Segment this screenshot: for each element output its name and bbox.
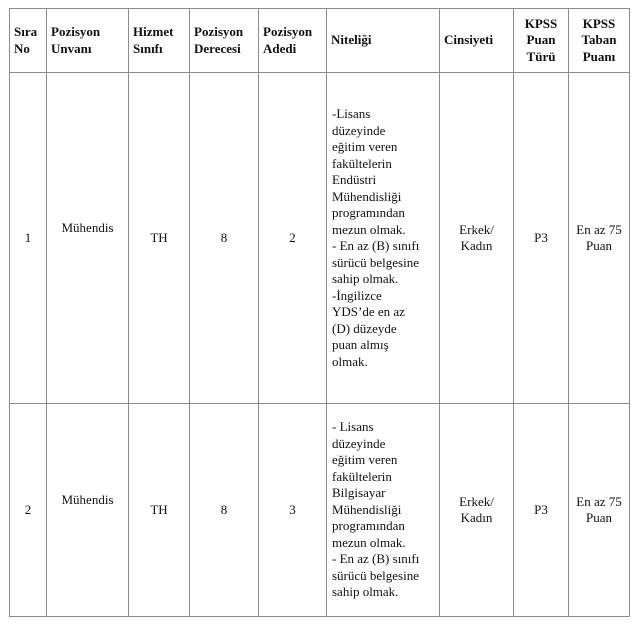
- cell-count: 3: [259, 404, 327, 617]
- qualification-line: sahip olmak.: [332, 271, 399, 286]
- cell-gender: Erkek/ Kadın: [440, 73, 514, 404]
- qualification-line: YDS’de en az: [332, 304, 405, 319]
- cell-qualification: [327, 73, 440, 404]
- position-table: [9, 8, 630, 617]
- cell-count: 2: [259, 73, 327, 404]
- qualification-line: - Lisans: [332, 419, 374, 435]
- qualification-line: - En az (B) sınıfı: [332, 238, 420, 253]
- header-kpss-min: KPSS Taban Puanı: [569, 9, 630, 73]
- table-row: [10, 404, 630, 617]
- cell-title-text: Mühendis: [61, 491, 114, 507]
- cell-title: [47, 404, 129, 617]
- qualification-line: puan almış: [332, 337, 389, 352]
- qualification-line: fakültelerin: [332, 155, 392, 171]
- cell-no: 1: [10, 73, 47, 404]
- header-gender: Cinsiyeti: [440, 9, 514, 73]
- header-title: Pozisyon Unvanı: [47, 9, 129, 73]
- qualification-line: eğitim veren: [332, 139, 398, 154]
- qualification-line: olmak.: [332, 353, 368, 369]
- cell-kpss-type: P3: [514, 73, 569, 404]
- qualification-line: düzeyinde: [332, 122, 386, 138]
- qualification-line: eğitim veren: [332, 452, 398, 468]
- cell-class: TH: [129, 73, 190, 404]
- qualification-line: programından: [332, 518, 405, 534]
- qualification-line: programından: [332, 205, 405, 220]
- header-count: Pozisyon Adedi: [259, 9, 327, 73]
- header-degree: Pozisyon Derecesi: [190, 9, 259, 73]
- qualification-line: Endüstri: [332, 172, 377, 187]
- cell-no: 2: [10, 404, 47, 617]
- qualification-line: Mühendisliği: [332, 188, 402, 204]
- cell-degree: 8: [190, 73, 259, 404]
- cell-class: TH: [129, 404, 190, 617]
- header-qualification: Niteliği: [327, 9, 440, 73]
- cell-title: [47, 73, 129, 404]
- cell-qualification: [327, 404, 440, 617]
- qualification-line: mezun olmak.: [332, 534, 406, 550]
- header-no: Sıra No: [10, 9, 47, 73]
- qualification-line: Bilgisayar: [332, 485, 386, 501]
- header-class: Hizmet Sınıfı: [129, 9, 190, 73]
- qualification-line: düzeyinde: [332, 435, 386, 451]
- qualification-line: -İngilizce: [332, 287, 382, 303]
- header-kpss-type: KPSS Puan Türü: [514, 9, 569, 73]
- cell-kpss-min: En az 75 Puan: [569, 73, 630, 404]
- qualification-line: - En az (B) sınıfı: [332, 551, 420, 567]
- cell-gender: Erkek/ Kadın: [440, 404, 514, 617]
- qualification-line: Mühendisliği: [332, 501, 402, 517]
- table-row: [10, 73, 630, 404]
- cell-title-text: Mühendis: [61, 219, 114, 235]
- header-row: [10, 9, 630, 73]
- qualification-line: mezun olmak.: [332, 221, 406, 237]
- qualification-line: sahip olmak.: [332, 584, 399, 600]
- qualification-line: sürücü belgesine: [332, 254, 420, 270]
- cell-degree: 8: [190, 404, 259, 617]
- cell-kpss-min: En az 75 Puan: [569, 404, 630, 617]
- qualification-line: -Lisans: [332, 106, 371, 121]
- qualification-line: fakültelerin: [332, 468, 392, 484]
- qualification-line: sürücü belgesine: [332, 567, 420, 583]
- qualification-line: (D) düzeyde: [332, 320, 397, 336]
- cell-kpss-type: P3: [514, 404, 569, 617]
